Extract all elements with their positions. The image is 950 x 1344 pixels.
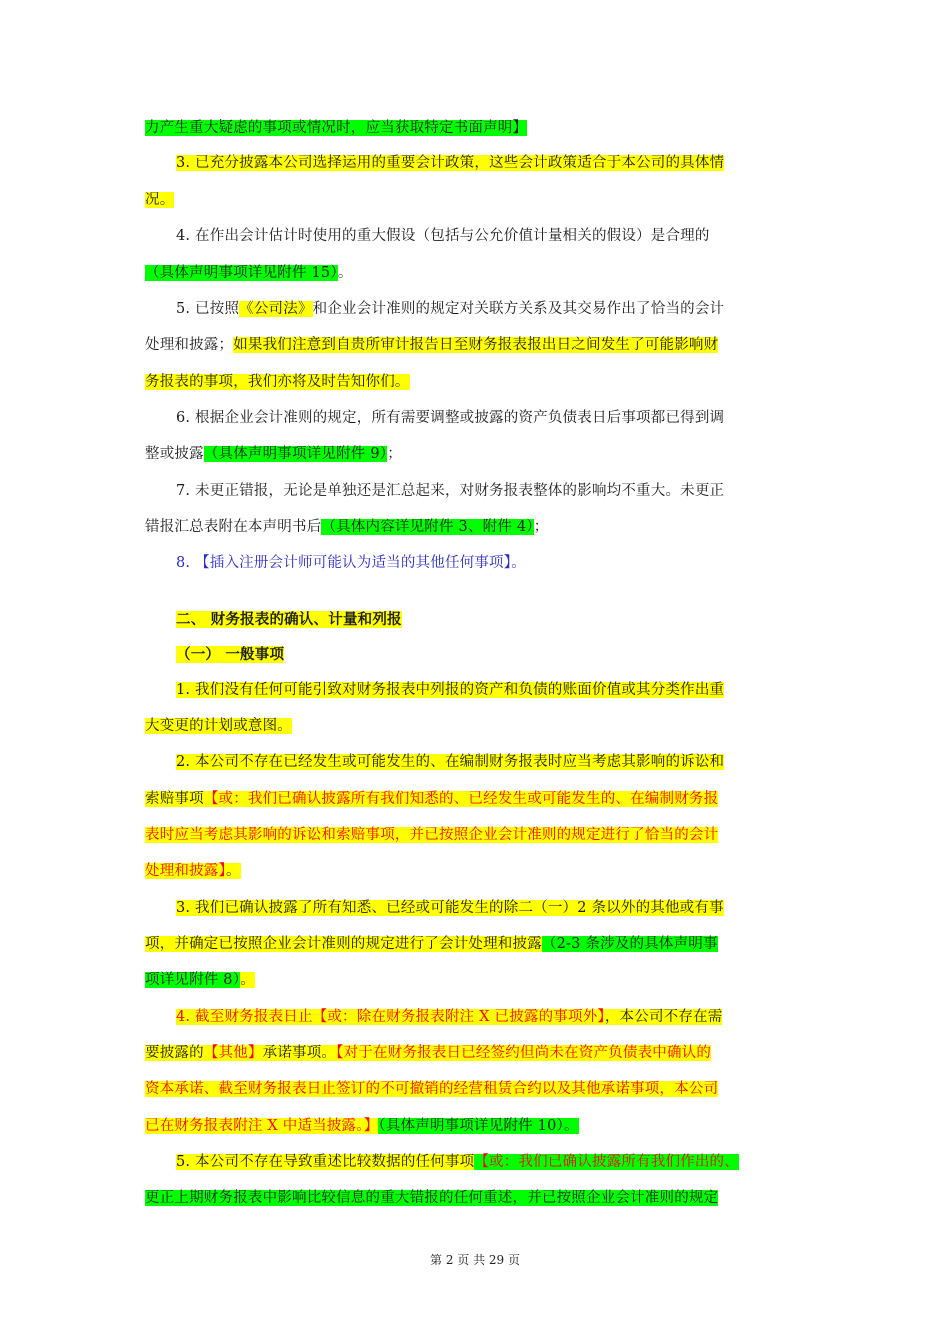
text-span: 3. 我们已确认披露了所有知悉、已经或可能发生的除二（一）2 条以外的其他或有事 <box>176 900 724 916</box>
text-span: 整或披露 <box>145 446 204 462</box>
text-span: 如果我们注意到自贵所审计报告日至财务报表报出日之间发生了可能影响财 <box>233 337 719 353</box>
text-span: 【或：除在财务报表附注 X 已披露的事项外】 <box>312 1009 605 1025</box>
text-span: 。 <box>225 863 241 879</box>
text-span: （一） 一般事项 <box>176 646 285 663</box>
text-span: 【其他】 <box>203 1045 263 1061</box>
text-span: 索赔事项 <box>145 791 204 807</box>
text-span: 《公司法》 <box>239 301 313 317</box>
text-span: 6. 根据企业会计准则的规定，所有需要调整或披露的资产负债表日后事项都已得到调 <box>176 410 725 426</box>
text-span: 4. 在作出会计估计时使用的重大假设（包括与公允价值计量相关的假设）是合理的 <box>176 228 710 244</box>
text-span: ，本公司不存在需 <box>604 1009 723 1025</box>
text-span: 。 <box>337 265 353 281</box>
section-heading <box>176 603 402 637</box>
text-line <box>176 474 724 508</box>
text-line <box>145 256 353 290</box>
text-line <box>176 1000 722 1034</box>
text-span: 二、 财务报表的确认、计量和列报 <box>176 611 402 628</box>
text-span: 处理和披露】 <box>145 863 226 879</box>
text-line <box>145 709 292 743</box>
text-span: 【对于在财务报表日已经签约但尚未在资产负债表中确认的 <box>336 1045 712 1061</box>
text-span: 和企业会计准则的规定对关联方关系及其交易作出了恰当的会计 <box>312 301 725 317</box>
text-span: 项，并确定已按照企业会计准则的规定进行了会计处理和披露 <box>145 936 542 952</box>
text-line <box>145 782 718 816</box>
text-span: 4. 截至财务报表日止 <box>176 1009 313 1025</box>
text-line <box>176 673 724 707</box>
text-span: 承诺事项。 <box>262 1045 337 1061</box>
text-line <box>176 1145 739 1179</box>
text-span: 2. 本公司不存在已经发生或可能发生的、在编制财务报表时应当考虑其影响的诉讼和 <box>176 754 725 770</box>
text-span: （2-3 条涉及的具体声明事 <box>541 936 718 952</box>
text-line <box>176 219 710 253</box>
text-line <box>176 546 526 580</box>
text-span: 资本承诺、截至财务报表日止签订的不可撤销的经营租赁合约以及其他承诺事项，本公司 <box>145 1081 719 1097</box>
text-line <box>145 818 718 852</box>
text-line <box>176 745 724 779</box>
text-span: 已在财务报表附注 X 中适当披露。】 <box>145 1118 379 1134</box>
text-span: 要披露的 <box>145 1045 204 1061</box>
text-span: （具体声明事项详见附件 15） <box>145 265 338 281</box>
text-line <box>145 365 410 399</box>
text-span: （具体内容详见附件 3、附件 4） <box>321 519 534 535</box>
text-line <box>145 854 241 888</box>
text-span: 处理和披露； <box>145 337 234 353</box>
text-line <box>176 401 724 435</box>
text-span: 5. 本公司不存在导致重述比较数据的任何事项 <box>176 1154 475 1170</box>
text-line <box>145 1072 718 1106</box>
text-line <box>176 292 724 326</box>
text-span: 项详见附件 8） <box>145 972 241 988</box>
text-span: 【或：我们已确认披露所有我们作出的、 <box>474 1154 739 1170</box>
text-line <box>145 1109 579 1143</box>
text-span: 。 <box>240 972 255 988</box>
text-span: ； <box>533 519 549 535</box>
text-span: 务报表的事项，我们亦将及时告知你们。 <box>145 374 410 390</box>
page-number-footer: 第 2 页 共 29 页 <box>430 1253 520 1267</box>
text-span: 更正上期财务报表中影响比较信息的重大错报的任何重述，并已按照企业会计准则的规定 <box>145 1190 719 1206</box>
subsection-heading <box>176 638 284 672</box>
text-line <box>145 328 718 362</box>
text-line <box>176 891 724 925</box>
text-line <box>145 1036 711 1070</box>
text-line <box>145 927 718 961</box>
text-span: ； <box>387 446 402 462</box>
text-line <box>176 146 724 180</box>
text-span: （具体声明事项详见附件 9） <box>203 446 388 462</box>
text-span: 7. 未更正错报，无论是单独还是汇总起来，对财务报表整体的影响均不重大。未更正 <box>176 483 725 499</box>
text-line <box>145 437 402 471</box>
text-span: 8. 【插入注册会计师可能认为适当的其他任何事项】。 <box>176 555 526 571</box>
text-span: 力产生重大疑虑的事项或情况时，应当获取特定书面声明】 <box>145 120 528 136</box>
text-span: 3. 已充分披露本公司选择运用的重要会计政策，这些会计政策适合于本公司的具体情 <box>176 155 725 171</box>
text-span: 况。 <box>145 192 175 208</box>
text-span: 表时应当考虑其影响的诉讼和索赔事项，并已按照企业会计准则的规定进行了恰当的会计 <box>145 827 719 843</box>
text-line <box>145 111 527 145</box>
text-span: 错报汇总表附在本声明书后 <box>145 519 322 535</box>
text-line <box>145 183 174 217</box>
text-span: （具体声明事项详见附件 10）。 <box>378 1118 579 1134</box>
text-line <box>145 1181 718 1215</box>
text-span: 【或：我们已确认披露所有我们知悉的、已经发生或可能发生的、在编制财务报 <box>203 791 719 807</box>
text-line <box>145 510 548 544</box>
text-span: 1. 我们没有任何可能引致对财务报表中列报的资产和负债的账面价值或其分类作出重 <box>176 682 725 698</box>
text-span: 5. 已按照 <box>176 301 240 317</box>
text-span: 大变更的计划或意图。 <box>145 718 292 734</box>
text-line <box>145 963 255 997</box>
